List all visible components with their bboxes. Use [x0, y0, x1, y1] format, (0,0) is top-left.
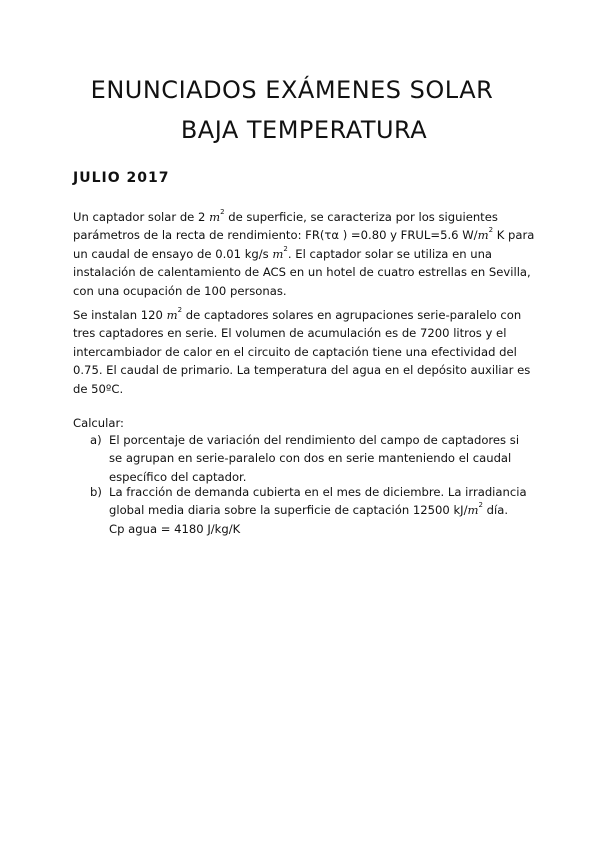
unit-m: m: [166, 308, 178, 322]
unit-exponent: 2: [220, 208, 225, 216]
paragraph-instalacion: [73, 306, 543, 398]
unit-m: m: [467, 503, 479, 518]
unit-exponent: 2: [177, 306, 183, 314]
p1-text-b: de superficie, se caracteriza por los siguientes parámetros de la recta de rendimiento: FR(τα ) =0.80 y FRUL=5.6 W/: [73, 210, 498, 243]
unit-m: m: [272, 246, 284, 261]
question-b-body: [109, 483, 529, 538]
question-b-text-2: día.: [482, 503, 509, 518]
p1-text-c: K para un caudal de ensayo de 0.01 kg/s: [73, 228, 535, 261]
unit-exponent: 2: [478, 501, 483, 510]
paragraph-captador: [73, 208, 543, 300]
section-heading: JULIO 2017: [73, 170, 170, 186]
unit-m: m: [477, 228, 489, 243]
p1-text-a: Un captador solar de 2: [73, 210, 210, 224]
question-a-text: El porcentaje de variación del rendimiento del campo de captadores si se agrupan en serie-paralelo con dos en serie manteniendo el caudal específico del captador.: [109, 433, 520, 484]
question-b-label: b): [90, 485, 102, 499]
unit-exponent: 2: [283, 244, 288, 253]
p2-text-a: Se instalan 120: [73, 308, 167, 322]
document-title-line-1: ENUNCIADOS EXÁMENES SOLAR: [90, 76, 494, 104]
question-b-text-1: La fracción de demanda cubierta en el mes de diciembre. La irradiancia global media diaria sobre la superficie de captación 12500 kJ/: [109, 485, 527, 518]
document-title-line-2: BAJA TEMPERATURA: [180, 116, 428, 144]
p2-text-b: de captadores solares en agrupaciones serie-paralelo con tres captadores en serie. El volumen de acumulación es de 7200 litros y el intercambiador de calor en el circuito de captación tiene una efectividad del 0.75. El caudal de primario. La temperatura del agua en el depósito auxiliar es de 50ºC.: [73, 308, 531, 396]
unit-exponent: 2: [488, 226, 494, 235]
p1-text-d: . El captador solar se utiliza en una instalación de calentamiento de ACS en un hotel de cuatro estrellas en Sevilla, con una ocupación de 100 personas.: [73, 246, 531, 298]
unit-m: m: [209, 210, 221, 224]
cp-agua: Cp agua = 4180 J/kg/K: [109, 521, 241, 536]
question-a-label: a): [90, 433, 102, 447]
calcular-label: Calcular:: [73, 416, 124, 430]
